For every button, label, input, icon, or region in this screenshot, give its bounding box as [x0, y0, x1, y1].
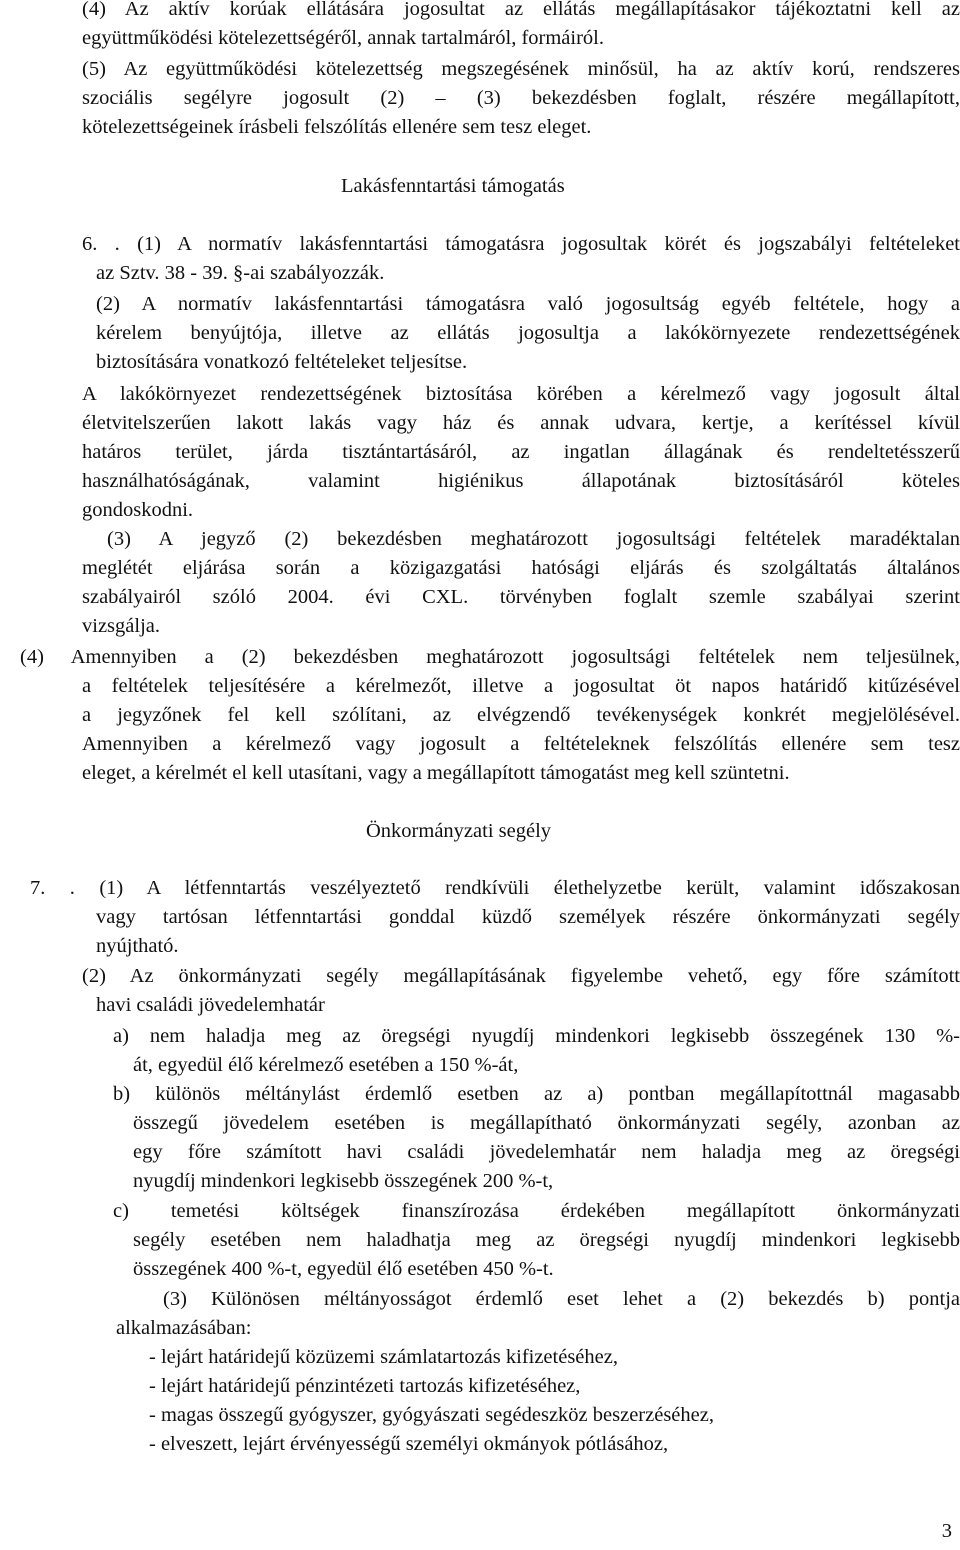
text-line: az Sztv. 38 - 39. §-ai szabályozzák.	[96, 262, 385, 284]
text-line: b) különös méltánylást érdemlő esetben az a) pontban megállapítottnál magasabb	[113, 1083, 960, 1105]
page-number: 3	[941, 1520, 952, 1542]
text-line: szociális segélyre jogosult (2) – (3) bekezdésben foglalt, részére megállapított,	[82, 87, 960, 109]
text-line: - lejárt határidejű pénzintézeti tartozás kifizetéséhez,	[149, 1375, 581, 1397]
text-line: gondoskodni.	[82, 499, 194, 521]
text-line: havi családi jövedelemhatár	[96, 994, 325, 1016]
text-line: vizsgálja.	[82, 615, 160, 637]
text-line: használhatóságának, valamint higiénikus állapotának biztosításáról köteles	[82, 470, 960, 492]
text-line: c) temetési költségek finanszírozása érdekében megállapított önkormányzati	[113, 1200, 960, 1222]
text-line: át, egyedül élő kérelmező esetében a 150 %-át,	[133, 1054, 519, 1076]
text-line: biztosítására vonatkozó feltételeket teljesítse.	[96, 351, 468, 373]
text-line: együttműködési kötelezettségéről, annak tartalmáról, formáiról.	[82, 27, 604, 49]
text-line: 7. . (1) A létfenntartás veszélyeztető rendkívüli élethelyzetbe került, valamint időszakosan	[30, 877, 960, 899]
text-line: (2) Az önkormányzati segély megállapításának figyelembe vehető, egy főre számított	[82, 965, 960, 987]
text-line: - elveszett, lejárt érvényességű személyi okmányok pótlásához,	[149, 1433, 669, 1455]
text-line: szabályairól szóló 2004. évi CXL. törvényben foglalt szemle szabályai szerint	[82, 586, 960, 608]
text-line: - lejárt határidejű közüzemi számlatartozás kifizetéséhez,	[149, 1346, 618, 1368]
text-line: (3) Különösen méltányosságot érdemlő eset lehet a (2) bekezdés b) pontja	[163, 1288, 960, 1310]
text-line: vagy tartósan létfenntartási gonddal küzdő személyek részére önkormányzati segély	[96, 906, 960, 928]
text-line: (5) Az együttműködési kötelezettség megszegésének minősül, ha az aktív korú, rendszeres	[82, 58, 960, 80]
text-line: eleget, a kérelmét el kell utasítani, vagy a megállapított támogatást meg kell szüntetni.	[82, 762, 790, 784]
text-line: alkalmazásában:	[116, 1317, 252, 1339]
text-line: nyújtható.	[96, 935, 179, 957]
text-line: a jegyzőnek fel kell szólítani, az elvégzendő tevékenységek konkrét megjelölésével.	[82, 704, 960, 726]
text-line: a feltételek teljesítésére a kérelmezőt, illetve a jogosultat öt napos határidő kitűzésével	[82, 675, 960, 697]
text-line: (4) Az aktív korúak ellátására jogosultat az ellátás megállapításakor tájékoztatni kell az	[82, 0, 960, 20]
text-line: (2) A normatív lakásfenntartási támogatásra való jogosultság egyéb feltétele, hogy a	[96, 293, 960, 315]
text-line: segély esetében nem haladhatja meg az öregségi nyugdíj mindenkori legkisebb	[133, 1229, 960, 1251]
text-line: meglétét eljárása során a közigazgatási hatósági eljárás és szolgáltatás általános	[82, 557, 960, 579]
text-line: (4) Amennyiben a (2) bekezdésben meghatározott jogosultsági feltételek nem teljesülnek,	[20, 646, 960, 668]
text-line: nyugdíj mindenkori legkisebb összegének 200 %-t,	[133, 1170, 554, 1192]
text-line: - magas összegű gyógyszer, gyógyászati segédeszköz beszerzéséhez,	[149, 1404, 714, 1426]
text-line: a) nem haladja meg az öregségi nyugdíj mindenkori legkisebb összegének 130 %-	[113, 1025, 960, 1047]
text-line: A lakókörnyezet rendezettségének biztosítása körében a kérelmező vagy jogosult által	[82, 383, 960, 405]
text-line: Amennyiben a kérelmező vagy jogosult a feltételeknek felszólítás ellenére sem tesz	[82, 733, 960, 755]
text-line: összegének 400 %-t, egyedül élő esetében 450 %-t.	[133, 1258, 554, 1280]
text-line: kérelem benyújtója, illetve az ellátás jogosultja a lakókörnyezete rendezettségének	[96, 322, 960, 344]
text-line: 6. . (1) A normatív lakásfenntartási támogatásra jogosultak körét és jogszabályi feltételeket	[82, 233, 960, 255]
text-line: életvitelszerűen lakott lakás vagy ház és annak udvara, kertje, a kerítéssel kívül	[82, 412, 960, 434]
text-line: összegű jövedelem esetében is megállapítható önkormányzati segély, azonban az	[133, 1112, 960, 1134]
heading-text: Önkormányzati segély	[366, 820, 552, 842]
text-line: kötelezettségeinek írásbeli felszólítás ellenére sem tesz eleget.	[82, 116, 592, 138]
heading-text: Lakásfenntartási támogatás	[341, 175, 565, 197]
text-line: határos terület, járda tisztántartásáról, az ingatlan állagának és rendeltetésszerű	[82, 441, 960, 463]
text-line: egy főre számított havi családi jövedelemhatár nem haladja meg az öregségi	[133, 1141, 960, 1163]
text-line: (3) A jegyző (2) bekezdésben meghatározott jogosultsági feltételek maradéktalan	[107, 528, 960, 550]
